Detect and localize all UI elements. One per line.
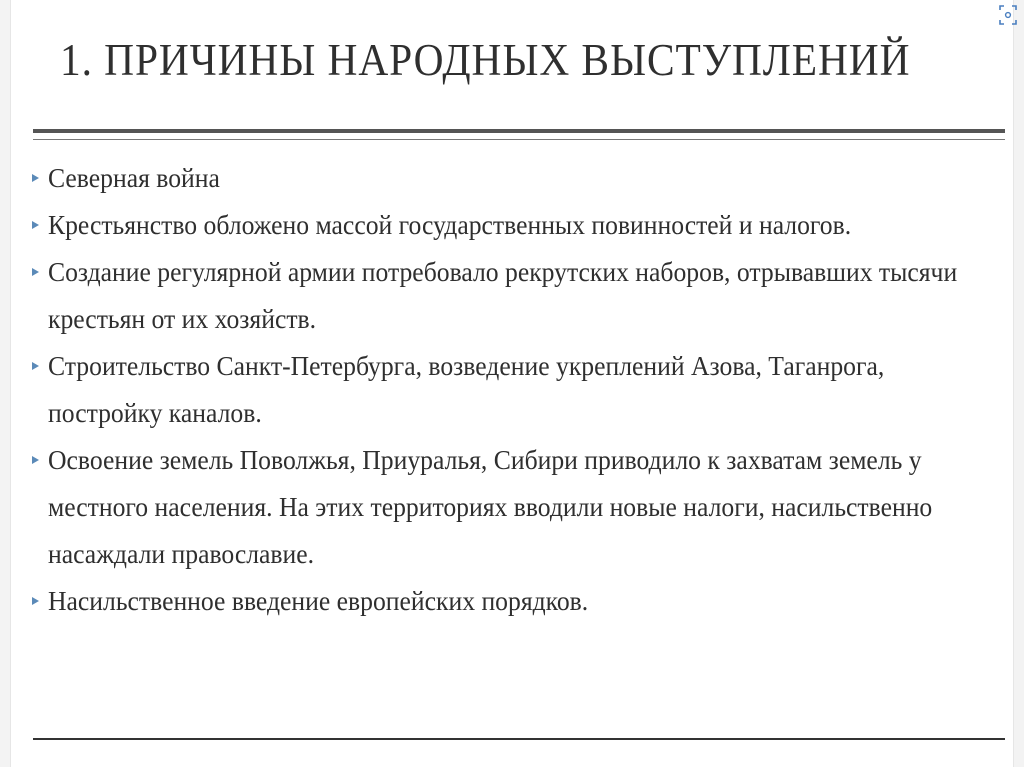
bullet-item bbox=[32, 155, 1007, 202]
bullet-text: Строительство Санкт-Петербурга, возведение укреплений Азова, Таганрога, постройку каналов. bbox=[48, 351, 885, 428]
arrow-bullet-icon bbox=[32, 221, 39, 229]
title-divider-thick bbox=[33, 129, 1005, 133]
title-divider-thin bbox=[33, 139, 1005, 140]
bullet-text: Насильственное введение европейских порядков. bbox=[48, 586, 589, 616]
frame-edge-left bbox=[0, 0, 11, 767]
slide-title: 1. ПРИЧИНЫ НАРОДНЫХ ВЫСТУПЛЕНИЙ bbox=[60, 35, 911, 85]
bullet-item bbox=[32, 249, 1007, 343]
expand-icon[interactable] bbox=[998, 4, 1018, 26]
arrow-bullet-icon bbox=[32, 456, 39, 464]
bullet-item bbox=[32, 202, 1007, 249]
arrow-bullet-icon bbox=[32, 597, 39, 605]
bullet-text: Крестьянство обложено массой государственных повинностей и налогов. bbox=[48, 210, 852, 240]
arrow-bullet-icon bbox=[32, 268, 39, 276]
bottom-divider bbox=[33, 738, 1005, 740]
bullet-item bbox=[32, 437, 1007, 578]
arrow-bullet-icon bbox=[32, 174, 39, 182]
bullet-text: Освоение земель Поволжья, Приуралья, Сибири приводило к захватам земель у местного населения. На этих территориях вводили новые налоги, насильственно насаждали православие. bbox=[48, 445, 933, 569]
bullet-list bbox=[32, 155, 1007, 625]
bullet-text: Создание регулярной армии потребовало рекрутских наборов, отрывавших тысячи крестьян от их хозяйств. bbox=[48, 257, 958, 334]
bullet-item bbox=[32, 343, 1007, 437]
bullet-item bbox=[32, 578, 1007, 625]
arrow-bullet-icon bbox=[32, 362, 39, 370]
bullet-text: Северная война bbox=[48, 163, 220, 193]
frame-edge-right bbox=[1013, 0, 1024, 767]
